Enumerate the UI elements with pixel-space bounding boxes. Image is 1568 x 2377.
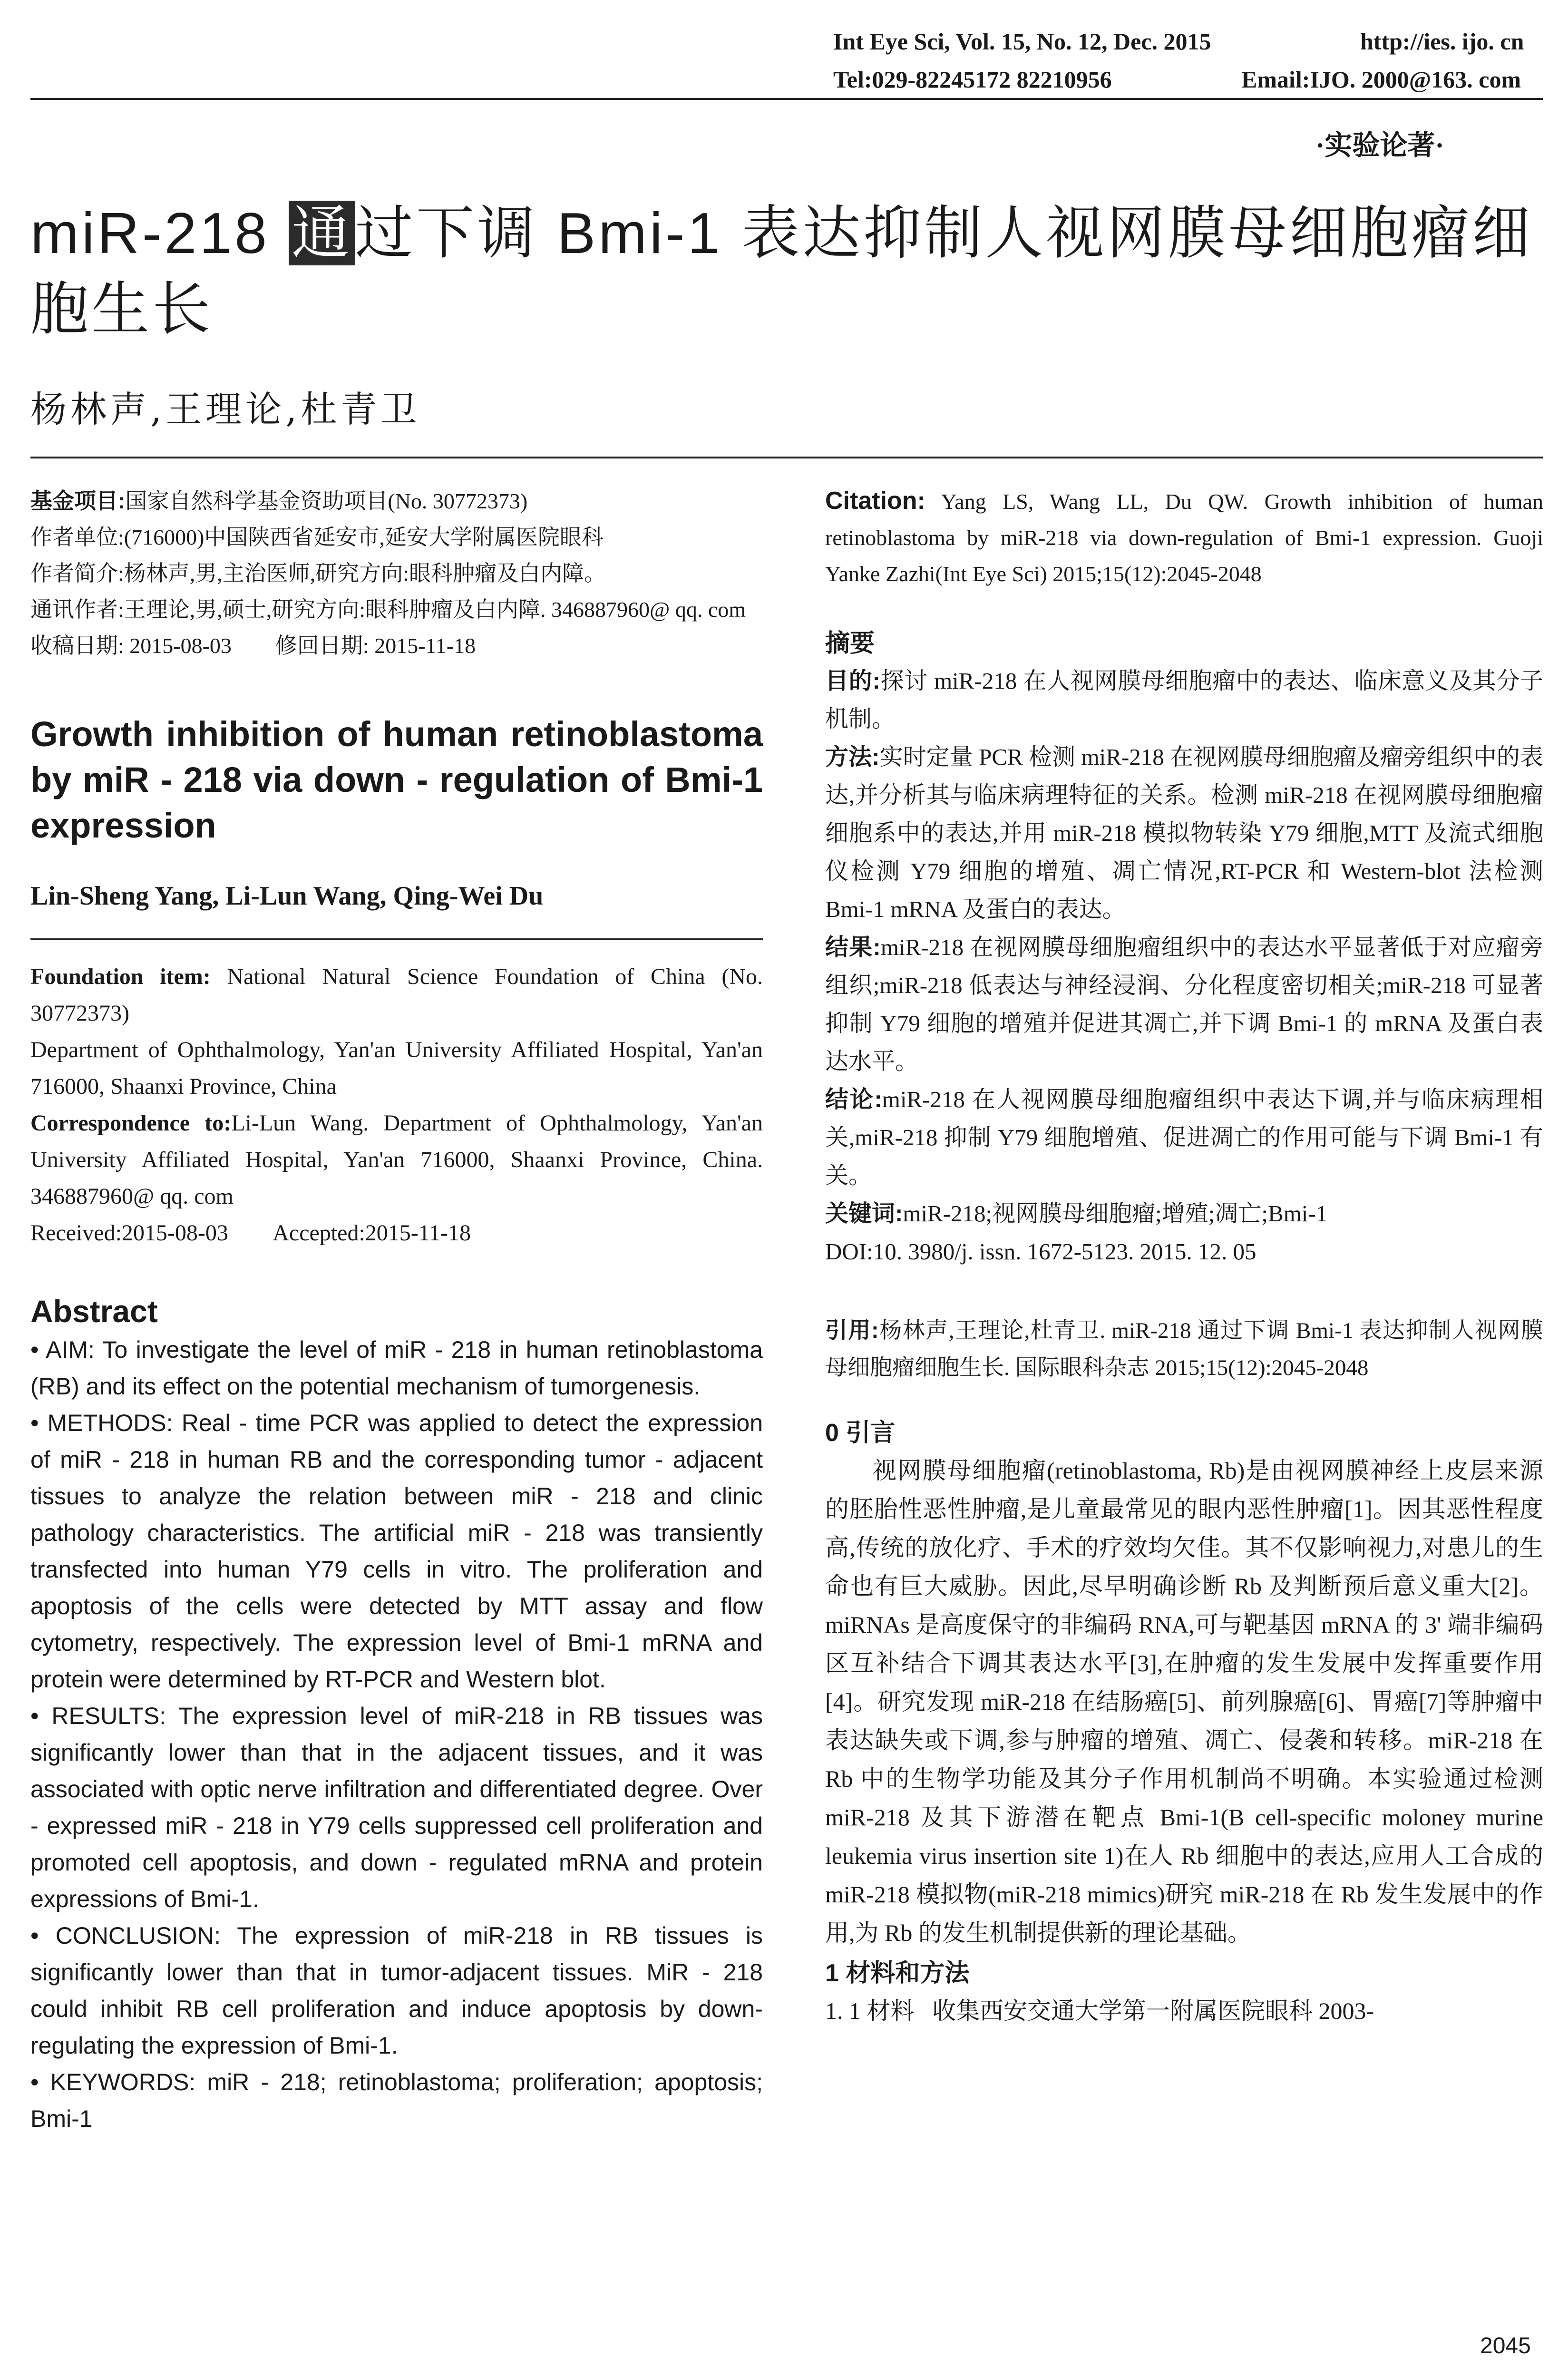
info-author-bio: 作者简介:杨林声,男,主治医师,研究方向:眼科肿瘤及白内障。 — [30, 561, 606, 585]
journal-email: Email:IJO. 2000@163. com — [1241, 66, 1521, 93]
foundation-text: National Natural Science Foundation of China (No. 30772373) — [30, 964, 763, 1026]
title-rule — [30, 457, 1543, 458]
intro-heading: 0 引言 — [825, 1419, 896, 1447]
correspondence-label: Correspondence to: — [30, 1111, 232, 1136]
abstract-methods: • METHODS: Real - time PCR was applied to detect the expression of miR - 218 in human RB and the corresponding tumor - adjacent tissues to analyze the relation between miR - 218 and clinic pathology characteristics. The artificial miR - 218 was transiently transfected into human Y79 cells in vitro. The proliferation and apoptosis of the cells were detected by MTT assay and flow cytometry, respectively. The expression level of Bmi-1 mRNA and protein were determined by RT-PCR and Western blot. — [30, 1410, 763, 1693]
abstract-cn-label: 关键词: — [825, 1201, 903, 1227]
authors-rule — [30, 938, 763, 940]
methods-heading: 1 材料和方法 — [825, 1959, 970, 1987]
abstract-cn-text: miR-218 在视网膜母细胞瘤组织中的表达水平显著低于对应瘤旁组织;miR-218 低表达与神经浸润、分化程度密切相关;miR-218 可显著抑制 Y79 细胞的增殖并促进其凋亡,并下调 Bmi-1 的 mRNA 及蛋白表达水平。 — [825, 934, 1543, 1074]
abstract-cn-keywords — [825, 1195, 1543, 1233]
title-suffix: 过下调 Bmi-1 表达抑制人视网膜母细胞瘤细胞生长 — [30, 201, 1533, 341]
abstract-body — [30, 1332, 763, 2137]
citation-text: Yang LS, Wang LL, Du QW. Growth inhibition of human retinoblastoma by miR-218 via down-regulation of Bmi-1 expression. Guoji Yanke Zazhi(Int Eye Sci) 2015;15(12):2045-2048 — [825, 489, 1543, 586]
abstract-cn-results — [825, 928, 1543, 1081]
foundation-label: Foundation item: — [30, 964, 211, 989]
materials-line: 1. 1 材料 收集西安交通大学第一附属医院眼科 2003- — [825, 1997, 1374, 2024]
page-title — [30, 195, 1543, 347]
abstract-cn-text: 实时定量 PCR 检测 miR-218 在视网膜母细胞瘤及瘤旁组织中的表达,并分析其与临床病理特征的关系。检测 miR-218 在视网膜母细胞瘤细胞系中的表达,并用 miR-218 模拟物转染 Y79 细胞,MTT 及流式细胞仪检测 Y79 细胞的增殖、凋亡情况,RT-PCR 和 Western-blot 法检测 Bmi-1 mRNA 及蛋白的表达。 — [825, 744, 1543, 922]
department: Department of Ophthalmology, Yan'an University Affiliated Hospital, Yan'an 716000, Shaanxi Province, China — [30, 1037, 763, 1099]
foundation-item — [30, 958, 763, 1032]
abstract-cn-text: miR-218 在人视网膜母细胞瘤组织中表达下调,并与临床病理相关,miR-218 抑制 Y79 细胞增殖、促进凋亡的作用可能与下调 Bmi-1 有关。 — [825, 1086, 1543, 1188]
intro-body: 视网膜母细胞瘤(retinoblastoma, Rb)是由视网膜神经上皮层来源的胚胎性恶性肿瘤,是儿童最常见的眼内恶性肿瘤[1]。因其恶性程度高,传统的放化疗、手术的疗效均欠佳。其不仅影响视力,对患儿的生命也有巨大威胁。因此,尽早明确诊断 Rb 及判断预后意义重大[2]。miRNAs 是高度保守的非编码 RNA,可与靶基因 mRNA 的 3' 端非编码区互补结合下调其表达水平[3],在肿瘤的发生发展中发挥重要作用[4]。研究发现 miR-218 在结肠癌[5]、前列腺癌[6]、胃癌[7]等肿瘤中表达缺失或下调,参与肿瘤的增殖、凋亡、侵袭和转移。miR-218 在 Rb 中的生物学功能及其分子作用机制尚不明确。本实验通过检测 miR-218 及其下游潜在靶点 Bmi-1(B cell-specific moloney murine leukemia virus insertion site 1)在人 Rb 细胞中的表达,应用人工合成的 miR-218 模拟物(miR-218 mimics)研究 miR-218 在 Rb 发生发展中的作用,为 Rb 的发生机制提供新的理论基础。 — [825, 1457, 1543, 1946]
received-accepted: Received:2015-08-03 Accepted:2015-11-18 — [30, 1220, 471, 1246]
cite-cn-label: 引用: — [825, 1317, 879, 1343]
journal-tel: Tel:029-82245172 82210956 — [833, 66, 1112, 93]
abstract-keywords: • KEYWORDS: miR - 218; retinoblastoma; proliferation; apoptosis; Bmi-1 — [30, 2069, 763, 2132]
abstract-cn-methods — [825, 738, 1543, 928]
section-tag: ·实验论著· — [1315, 130, 1444, 161]
info-dates: 收稿日期: 2015-08-03 修回日期: 2015-11-18 — [30, 633, 476, 658]
abstract-cn-body — [825, 662, 1543, 1271]
right-column — [825, 483, 1543, 2030]
journal-url: http://ies. ijo. cn — [1360, 28, 1524, 55]
abstract-cn-label: 方法: — [825, 744, 880, 770]
authors-cn: 杨林声,王理论,杜青卫 — [30, 388, 421, 430]
info-block — [30, 483, 763, 664]
journal-line: Int Eye Sci, Vol. 15, No. 12, Dec. 2015 — [833, 28, 1211, 55]
abstract-conclusion: • CONCLUSION: The expression of miR-218 in RB tissues is significantly lower than that in tumor-adjacent tissues. MiR - 218 could inhibit RB cell proliferation and induce apoptosis by down-regulating the expression of Bmi-1. — [30, 1922, 763, 2059]
left-column — [30, 483, 763, 2137]
abstract-results: • RESULTS: The expression level of miR-218 in RB tissues was significantly lower than that in the adjacent tissues, and it was associated with optic nerve infiltration and differentiated degree. Over - expressed miR - 218 in Y79 cells suppressed cell proliferation and promoted cell apoptosis, and down - regulated mRNA and protein expressions of Bmi-1. — [30, 1703, 763, 1912]
citation-label: Citation: — [825, 487, 925, 515]
citation — [825, 483, 1543, 592]
english-authors: Lin-Sheng Yang, Li-Lun Wang, Qing-Wei Du — [30, 881, 544, 911]
header-rule — [30, 98, 1543, 100]
abstract-cn-text: miR-218;视网膜母细胞瘤;增殖;凋亡;Bmi-1 — [903, 1200, 1328, 1227]
cite-cn — [825, 1312, 1543, 1386]
abstract-cn-label: 结果: — [825, 935, 881, 960]
info-correspondence: 通讯作者:王理论,男,硕士,研究方向:眼科肿瘤及白内障. 346887960@ qq. com — [30, 597, 746, 622]
title-prefix: miR-218 — [30, 201, 289, 265]
info-text: 国家自然科学基金资助项目(No. 30772373) — [125, 489, 528, 513]
correspondence-text: Li-Lun Wang. Department of Ophthalmology, Yan'an University Affiliated Hospital, Yan'an 716000, Shaanxi Province, China. 346887960@ qq. com — [30, 1111, 763, 1209]
abstract-cn-label: 目的: — [825, 668, 880, 694]
abstract-cn-aim — [825, 662, 1543, 738]
abstract-cn-text: 探讨 miR-218 在人视网膜母细胞瘤中的表达、临床意义及其分子机制。 — [825, 668, 1543, 732]
doi: DOI:10. 3980/j. issn. 1672-5123. 2015. 12. 05 — [825, 1238, 1256, 1265]
english-info — [30, 958, 763, 1251]
correspondence — [30, 1105, 763, 1215]
info-foundation — [30, 483, 763, 519]
page-number: 2045 — [1480, 2333, 1531, 2358]
abstract-cn-heading: 摘要 — [825, 630, 875, 657]
abstract-aim: • AIM: To investigate the level of miR - 218 in human retinoblastoma (RB) and its effect on the potential mechanism of tumorgenesis. — [30, 1336, 763, 1400]
abstract-cn-conclusion — [825, 1081, 1543, 1195]
info-affiliation: 作者单位:(716000)中国陕西省延安市,延安大学附属医院眼科 — [30, 525, 604, 549]
english-title: Growth inhibition of human retinoblastoma by miR - 218 via down - regulation of Bmi-1 expression — [30, 714, 763, 845]
info-label: 基金项目: — [30, 488, 126, 513]
cite-cn-text: 杨林声,王理论,杜青卫. miR-218 通过下调 Bmi-1 表达抑制人视网膜母细胞瘤细胞生长. 国际眼科杂志 2015;15(12):2045-2048 — [825, 1318, 1544, 1380]
title-highlight: 通 — [289, 201, 355, 265]
abstract-heading: Abstract — [30, 1294, 158, 1329]
abstract-cn-label: 结论: — [825, 1087, 882, 1112]
